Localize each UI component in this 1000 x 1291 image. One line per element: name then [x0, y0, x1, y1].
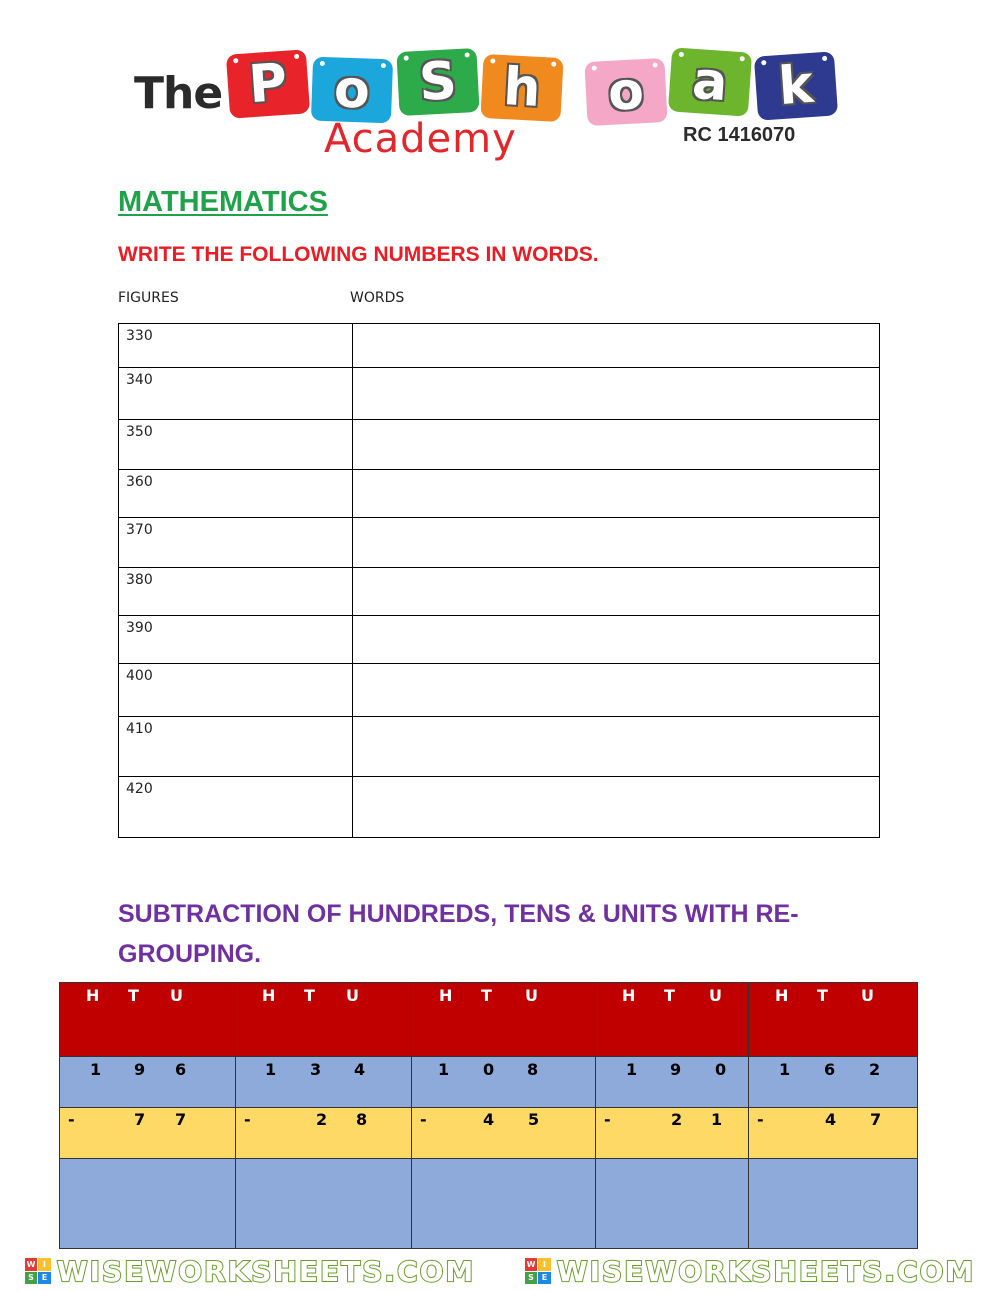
table-row: [119, 717, 880, 777]
digit: 1: [265, 1060, 277, 1079]
minuend-cell: [236, 1057, 412, 1108]
place-header-cell: [60, 983, 236, 1057]
minus-sign: -: [604, 1110, 611, 1129]
icon-letter: E: [538, 1272, 551, 1285]
table-row: [119, 368, 880, 420]
answer-cell[interactable]: [60, 1159, 236, 1249]
figure-cell: 380: [119, 568, 353, 616]
figure-cell: 410: [119, 717, 353, 777]
words-answer-cell[interactable]: [353, 616, 880, 664]
icon-letter: E: [38, 1272, 51, 1285]
figure-cell: 340: [119, 368, 353, 420]
digit: 8: [356, 1110, 368, 1129]
subtrahend-row: [60, 1108, 918, 1159]
digit: 1: [90, 1060, 102, 1079]
school-logo: [120, 40, 880, 170]
table-row: [119, 518, 880, 568]
digit: 1: [438, 1060, 450, 1079]
icon-letter: W: [26, 1259, 36, 1269]
watermark-banner: [0, 1253, 1000, 1289]
logo-tile-a: a: [668, 47, 752, 116]
minuend-row: [60, 1057, 918, 1108]
minus-sign: -: [757, 1110, 764, 1129]
place-header-cell: [596, 983, 749, 1057]
digit: 7: [175, 1110, 187, 1129]
digit: 4: [354, 1060, 366, 1079]
answer-cell[interactable]: [749, 1159, 918, 1249]
subtrahend-cell: [749, 1108, 918, 1159]
words-answer-cell[interactable]: [353, 470, 880, 518]
digit: 7: [134, 1110, 146, 1129]
icon-letter: I: [38, 1258, 51, 1271]
instruction-heading: WRITE THE FOLLOWING NUMBERS IN WORDS.: [118, 243, 599, 266]
icon-letter: I: [538, 1258, 551, 1271]
table-row: [119, 616, 880, 664]
hundreds-label: H: [622, 986, 636, 1005]
digit: 3: [310, 1060, 322, 1079]
wise-logo-icon: [25, 1258, 51, 1284]
icon-letter: S: [525, 1272, 538, 1285]
answer-cell[interactable]: [596, 1159, 749, 1249]
subtrahend-cell: [236, 1108, 412, 1159]
digit: 6: [824, 1060, 836, 1079]
figure-cell: 370: [119, 518, 353, 568]
logo-tile-p: P: [226, 49, 310, 118]
figure-cell: 400: [119, 664, 353, 717]
hundreds-label: H: [86, 986, 100, 1005]
digit: 1: [711, 1110, 723, 1129]
digit: 2: [316, 1110, 328, 1129]
words-answer-cell[interactable]: [353, 717, 880, 777]
tens-label: T: [664, 986, 675, 1005]
hundreds-label: H: [262, 986, 276, 1005]
words-answer-cell[interactable]: [353, 518, 880, 568]
table-row: [119, 568, 880, 616]
minus-sign: -: [420, 1110, 427, 1129]
digit: 4: [483, 1110, 495, 1129]
minuend-cell: [412, 1057, 596, 1108]
digit: 0: [715, 1060, 727, 1079]
wise-logo-icon: [525, 1258, 551, 1284]
words-answer-cell[interactable]: [353, 568, 880, 616]
figure-cell: 390: [119, 616, 353, 664]
digit: 2: [869, 1060, 881, 1079]
words-answer-cell[interactable]: [353, 368, 880, 420]
digit: 2: [671, 1110, 683, 1129]
answer-row: [60, 1159, 918, 1249]
digit: 4: [825, 1110, 837, 1129]
figure-cell: 330: [119, 324, 353, 368]
subtraction-table: [59, 982, 918, 1249]
digit: 5: [528, 1110, 540, 1129]
table-row: [119, 420, 880, 470]
logo-tile-o: o: [311, 57, 393, 124]
subject-title: MATHEMATICS: [118, 186, 328, 218]
units-label: U: [709, 986, 722, 1005]
icon-letter: S: [25, 1272, 38, 1285]
hundreds-label: H: [775, 986, 789, 1005]
watermark-item: [25, 1255, 476, 1288]
logo-academy-text: Academy: [324, 116, 517, 162]
logo-tile-k: k: [754, 51, 838, 120]
table-row: [119, 777, 880, 838]
digit: 9: [670, 1060, 682, 1079]
place-value-header-row: [60, 983, 918, 1057]
answer-cell[interactable]: [236, 1159, 412, 1249]
digit: 9: [134, 1060, 146, 1079]
watermark-text: WISEWORKSHEETS.COM: [56, 1254, 476, 1288]
registration-number: RC 1416070: [683, 124, 796, 146]
digit: 8: [527, 1060, 539, 1079]
place-header-cell: [236, 983, 412, 1057]
minuend-cell: [60, 1057, 236, 1108]
figure-cell: 360: [119, 470, 353, 518]
place-header-cell: [749, 983, 918, 1057]
units-label: U: [170, 986, 183, 1005]
minuend-cell: [749, 1057, 918, 1108]
words-answer-cell[interactable]: [353, 324, 880, 368]
words-column-header: WORDS: [350, 290, 405, 306]
logo-prefix: The: [134, 68, 223, 119]
subtrahend-cell: [60, 1108, 236, 1159]
table-row: [119, 470, 880, 518]
answer-cell[interactable]: [412, 1159, 596, 1249]
minus-sign: -: [244, 1110, 251, 1129]
words-answer-cell[interactable]: [353, 664, 880, 717]
icon-letter: W: [526, 1259, 536, 1269]
logo-tile-s: S: [396, 48, 479, 116]
digit: 7: [870, 1110, 882, 1129]
tens-label: T: [304, 986, 315, 1005]
table-row: [119, 324, 880, 368]
minus-sign: -: [68, 1110, 75, 1129]
words-answer-cell[interactable]: [353, 777, 880, 838]
place-header-cell: [412, 983, 596, 1057]
subtrahend-cell: [596, 1108, 749, 1159]
figures-column-header: FIGURES: [118, 290, 179, 306]
tens-label: T: [817, 986, 828, 1005]
logo-tile-h: h: [480, 54, 563, 122]
digit: 6: [175, 1060, 187, 1079]
tens-label: T: [128, 986, 139, 1005]
watermark-item: [525, 1255, 976, 1288]
table-row: [119, 664, 880, 717]
figure-cell: 420: [119, 777, 353, 838]
words-answer-cell[interactable]: [353, 420, 880, 470]
subtraction-heading: SUBTRACTION OF HUNDREDS, TENS & UNITS WITH RE-GROUPING.: [118, 900, 799, 968]
digit: 1: [626, 1060, 638, 1079]
hundreds-label: H: [439, 986, 453, 1005]
tens-label: T: [481, 986, 492, 1005]
units-label: U: [346, 986, 359, 1005]
figure-cell: 350: [119, 420, 353, 470]
watermark-text: WISEWORKSHEETS.COM: [556, 1254, 976, 1288]
units-label: U: [861, 986, 874, 1005]
digit: 0: [483, 1060, 495, 1079]
units-label: U: [525, 986, 538, 1005]
logo-tile-o2: o: [584, 58, 667, 126]
minuend-cell: [596, 1057, 749, 1108]
digit: 1: [779, 1060, 791, 1079]
number-words-table: [118, 323, 880, 838]
subtrahend-cell: [412, 1108, 596, 1159]
